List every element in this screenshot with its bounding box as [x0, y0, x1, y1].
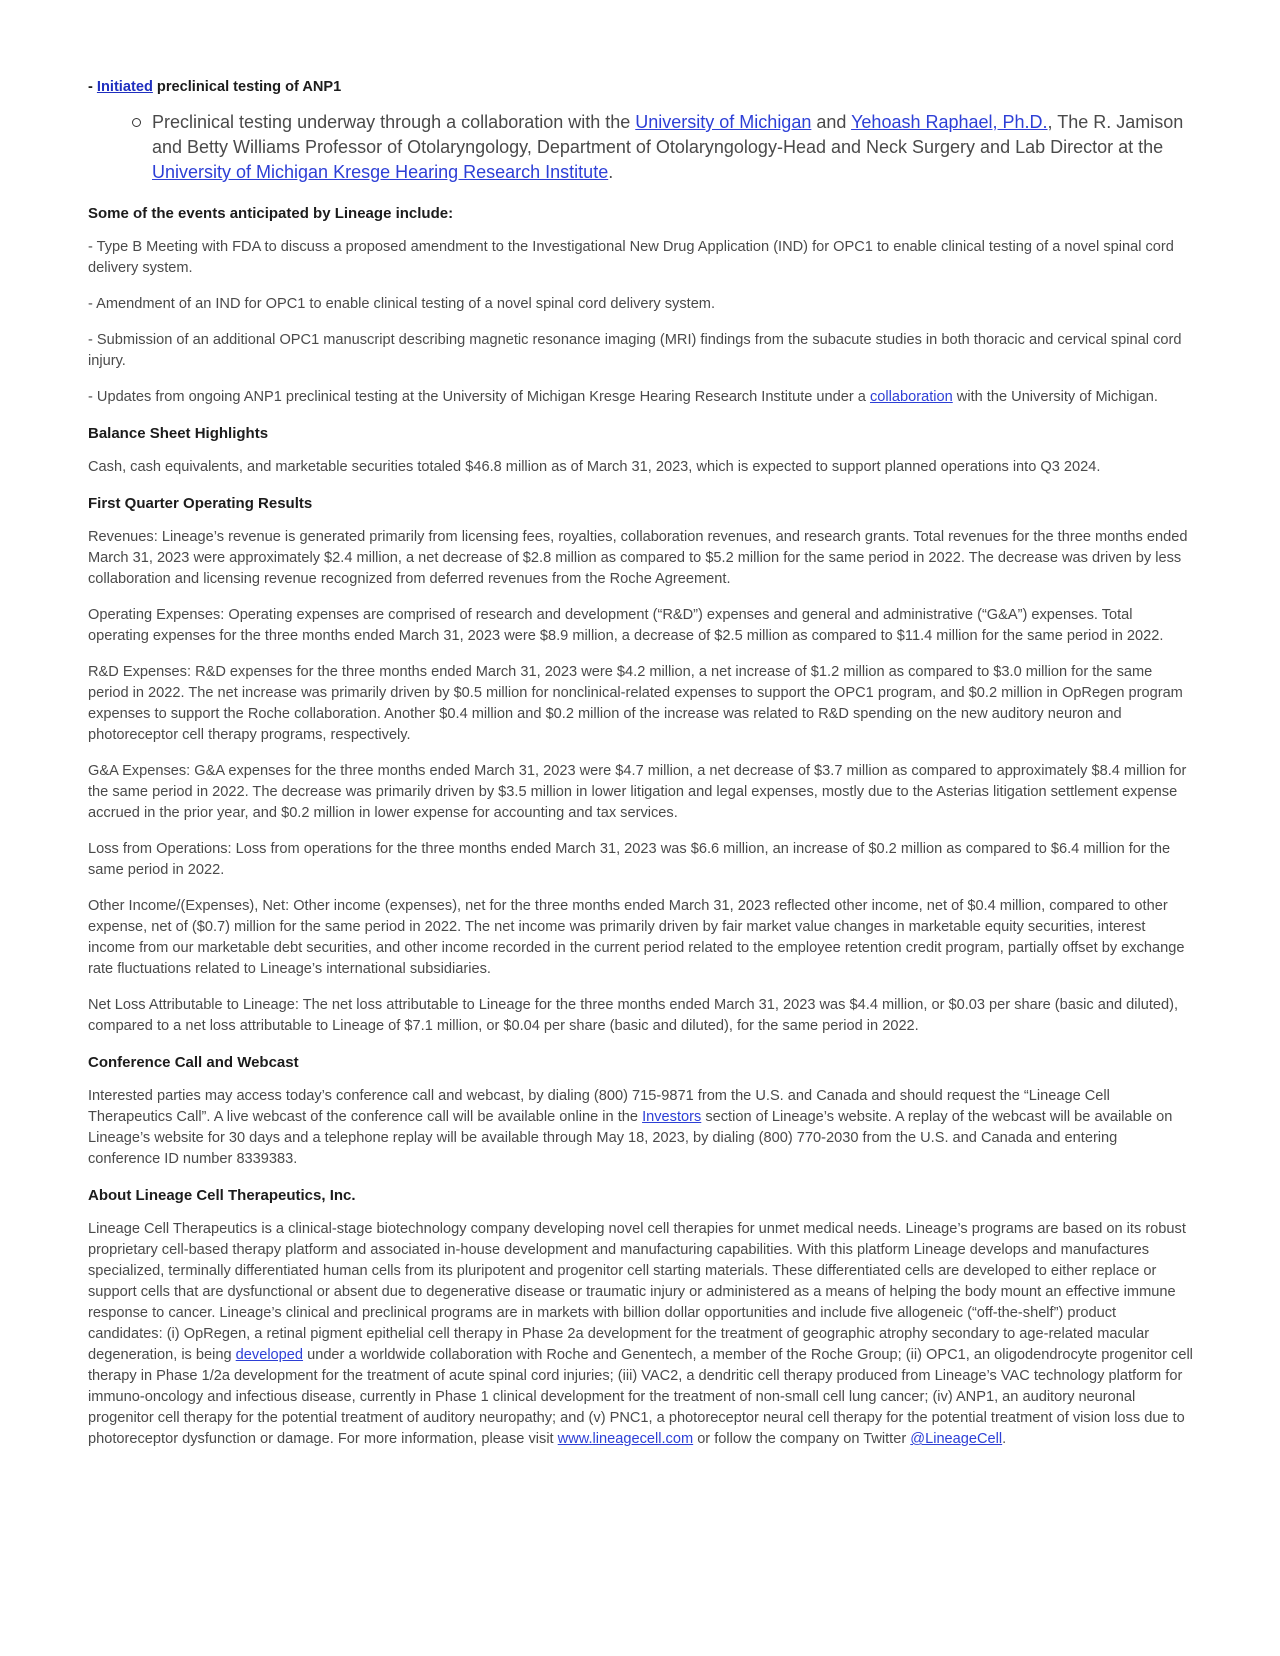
- event-item: - Submission of an additional OPC1 manuscript describing magnetic resonance imaging (MRI) findings from the subacute studies in both thoracic and cervical spinal cord injury.: [88, 332, 1182, 369]
- lineagecell-website-link[interactable]: www.lineagecell.com: [557, 1431, 694, 1447]
- hollow-bullet-icon: [132, 118, 141, 127]
- events-heading: Some of the events anticipated by Lineage include:: [88, 205, 454, 222]
- yehoash-raphael-link[interactable]: Yehoash Raphael, Ph.D.: [851, 112, 1048, 132]
- loss-from-operations-paragraph: Loss from Operations: Loss from operations for the three months ended March 31, 2023 was $6.6 million, an increase of $0.2 million as compared to $6.4 million for the same period in 2022.: [88, 841, 1171, 878]
- event-item: - Amendment of an IND for OPC1 to enable clinical testing of a novel spinal cord delivery system.: [88, 296, 716, 312]
- collaboration-link[interactable]: collaboration: [869, 389, 953, 405]
- anp1-bullet: Preclinical testing underway through a collaboration with the University of Michigan and Yehoash Raphael, Ph.D., The R. Jamison and Betty Williams Professor of Otolaryngology, Department of Otolaryngology-Head and Neck Surgery and Lab Director at the University of Michigan Kresge Hearing Research Institute.: [88, 110, 1193, 185]
- operating-results-heading: First Quarter Operating Results: [88, 495, 313, 512]
- conference-call-paragraph: Interested parties may access today’s conference call and webcast, by dialing (800) 715-9871 from the U.S. and Canada and should request the “Lineage Cell Therapeutics Call”. A live webcast of the conference call will be available online in the Investors section of Lineage’s website. A replay of the webcast will be available on Lineage’s website for 30 days and a telephone replay will be available through May 18, 2023, by dialing (800) 770-2030 from the U.S. and Canada and entering conference ID number 8339383.: [88, 1088, 1173, 1167]
- anp1-lead-line: - Initiated preclinical testing of ANP1: [88, 79, 342, 95]
- balance-sheet-text: Cash, cash equivalents, and marketable securities totaled $46.8 million as of March 31, 2023, which is expected to support planned operations into Q3 2024.: [88, 459, 1101, 475]
- operating-expenses-paragraph: Operating Expenses: Operating expenses are comprised of research and development (“R&D”) expenses and general and administrative (“G&A”) expenses. Total operating expenses for the three months ended March 31, 2023 were $8.9 million, a decrease of $2.5 million as compared to $11.4 million for the same period in 2022.: [88, 607, 1164, 644]
- event-item: - Updates from ongoing ANP1 preclinical testing at the University of Michigan Kresge Hearing Research Institute under a collaboration with the University of Michigan.: [88, 389, 1158, 405]
- about-heading: About Lineage Cell Therapeutics, Inc.: [88, 1187, 356, 1204]
- developed-link[interactable]: developed: [235, 1347, 304, 1363]
- rnd-expenses-paragraph: R&D Expenses: R&D expenses for the three months ended March 31, 2023 were $4.2 million, a net increase of $1.2 million as compared to $3.0 million for the same period in 2022. The net increase was primarily driven by $0.5 million for nonclinical-related expenses to support the OPC1 program, and $0.2 million in OpRegen program expenses to support the Roche collaboration. Another $0.4 million and $0.2 million of the increase was related to R&D spending on the new auditory neuron and photoreceptor cell therapy programs, respectively.: [88, 664, 1183, 743]
- university-of-michigan-link[interactable]: University of Michigan: [635, 112, 812, 132]
- document-page: [88, 76, 1193, 1465]
- other-income-paragraph: Other Income/(Expenses), Net: Other income (expenses), net for the three months ended March 31, 2023 reflected other income, net of $0.4 million, compared to other expense, net of ($0.7) million for the same period in 2022. The net income was primarily driven by fair market value changes in marketable equity securities, interest income from our marketable debt securities, and other income recorded in the current period related to the employee retention credit program, partially offset by exchange rate fluctuations related to Lineage’s international subsidiaries.: [88, 898, 1185, 977]
- about-paragraph: Lineage Cell Therapeutics is a clinical-stage biotechnology company developing novel cell therapies for unmet medical needs. Lineage’s programs are based on its robust proprietary cell-based therapy platform and associated in-house development and manufacturing capabilities. With this platform Lineage develops and manufactures specialized, terminally differentiated human cells from its pluripotent and progenitor cell starting materials. These differentiated cells are developed to either replace or support cells that are dysfunctional or absent due to degenerative disease or traumatic injury or administered as a means of helping the body mount an effective immune response to cancer. Lineage’s clinical and preclinical programs are in markets with billion dollar opportunities and include five allogeneic (“off-the-shelf”) product candidates: (i) OpRegen, a retinal pigment epithelial cell therapy in Phase 2a development for the treatment of geographic atrophy secondary to age-related macular degeneration, is being developed under a worldwide collaboration with Roche and Genentech, a member of the Roche Group; (ii) OPC1, an oligodendrocyte progenitor cell therapy in Phase 1/2a development for the treatment of acute spinal cord injuries; (iii) VAC2, a dendritic cell therapy produced from Lineage’s VAC technology platform for immuno-oncology and infectious disease, currently in Phase 1 clinical development for the treatment of non-small cell lung cancer; (iv) ANP1, an auditory neuronal progenitor cell therapy for the potential treatment of auditory neuropathy; and (v) PNC1, a photoreceptor neural cell therapy for the potential treatment of vision loss due to photoreceptor dysfunction or damage. For more information, please visit www.lineagecell.com or follow the company on Twitter @LineageCell.: [88, 1221, 1193, 1447]
- balance-sheet-heading: Balance Sheet Highlights: [88, 425, 269, 442]
- twitter-handle-link[interactable]: @LineageCell: [910, 1431, 1003, 1447]
- conference-call-heading: Conference Call and Webcast: [88, 1054, 299, 1071]
- revenues-paragraph: Revenues: Lineage’s revenue is generated primarily from licensing fees, royalties, collaboration revenues, and research grants. Total revenues for the three months ended March 31, 2023 were approximately $2.4 million, a net decrease of $2.8 million as compared to $5.2 million for the same period in 2022. The decrease was driven by less collaboration and licensing revenue recognized from deferred revenues from the Roche Agreement.: [88, 529, 1188, 587]
- kresge-hearing-institute-link[interactable]: University of Michigan Kresge Hearing Research Institute: [152, 162, 609, 182]
- gna-expenses-paragraph: G&A Expenses: G&A expenses for the three months ended March 31, 2023 were $4.7 million, a net decrease of $3.7 million as compared to approximately $8.4 million for the same period in 2022. The decrease was primarily driven by $3.5 million in lower litigation and legal expenses, mostly due to the Asterias litigation settlement expense accrued in the prior year, and $0.2 million in lower expense for accounting and tax services.: [88, 763, 1187, 821]
- initiated-link[interactable]: Initiated: [96, 79, 153, 95]
- investors-link[interactable]: Investors: [642, 1109, 702, 1125]
- event-item: - Type B Meeting with FDA to discuss a proposed amendment to the Investigational New Drug Application (IND) for OPC1 to enable clinical testing of a novel spinal cord delivery system.: [88, 239, 1174, 276]
- net-loss-paragraph: Net Loss Attributable to Lineage: The net loss attributable to Lineage for the three months ended March 31, 2023 was $4.4 million, or $0.03 per share (basic and diluted), compared to a net loss attributable to Lineage of $7.1 million, or $0.04 per share (basic and diluted), for the same period in 2022.: [88, 997, 1179, 1034]
